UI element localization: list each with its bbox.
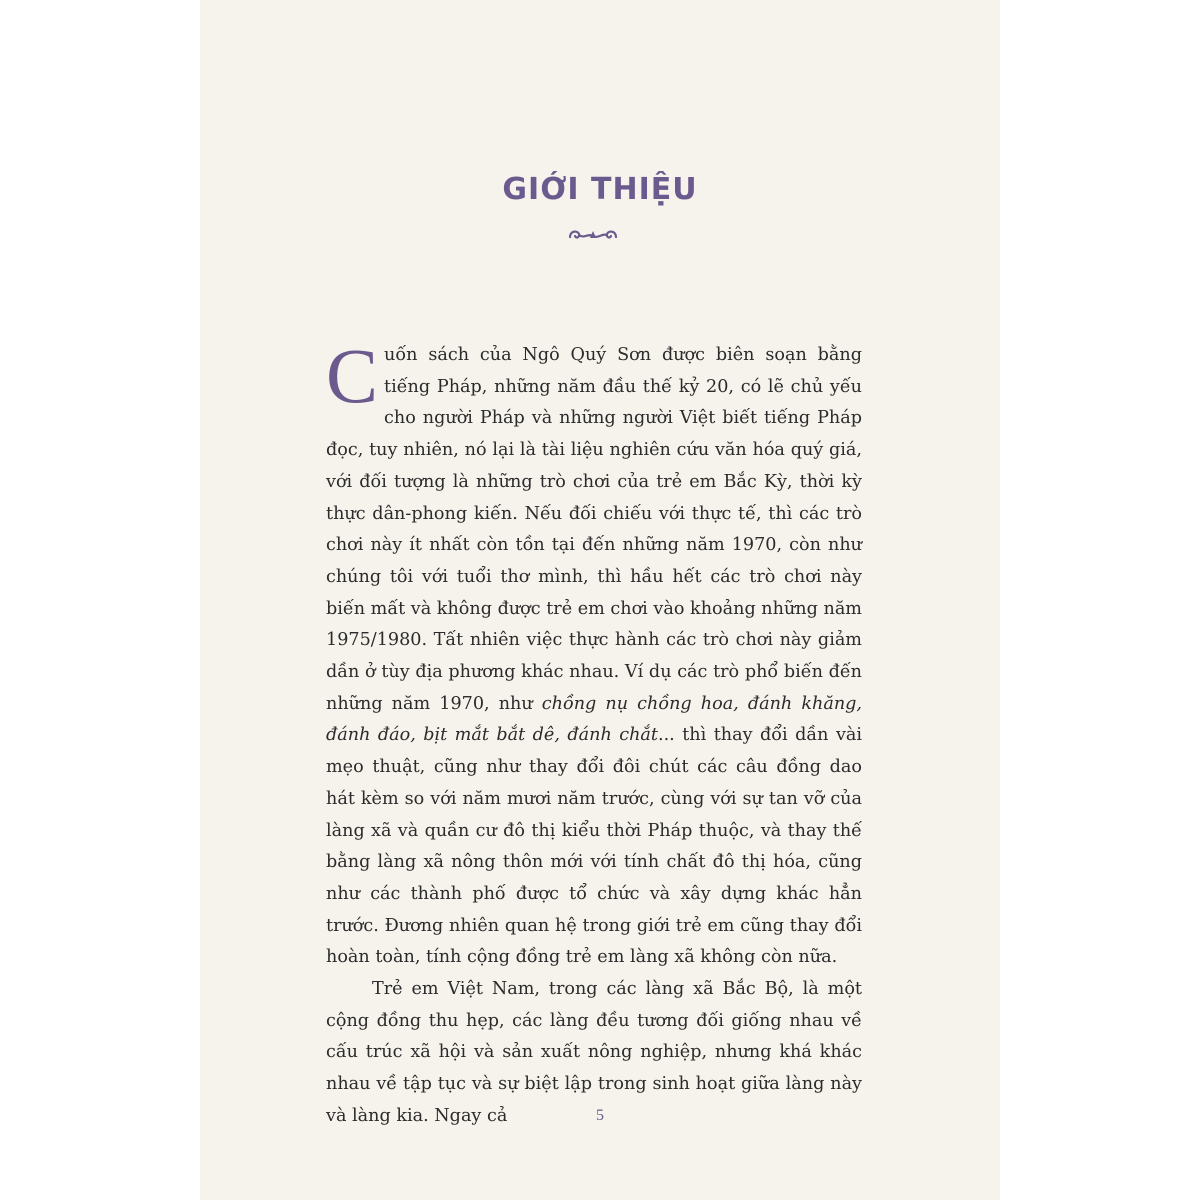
book-page bbox=[200, 0, 1000, 1200]
body-text bbox=[326, 332, 863, 1133]
drop-cap: C bbox=[326, 332, 379, 419]
paragraph-1-italic-games: chồng nụ chồng hoa, đánh khăng, đánh đáo, bịt mắt bắt dê, đánh chắt bbox=[326, 693, 863, 746]
paragraph-1-text-a: uốn sách của Ngô Quý Sơn được biên soạn bằng tiếng Pháp, những năm đầu thế kỷ 20, có lẽ chủ yếu cho người Pháp và những người Việt biết tiếng Pháp đọc, tuy nhiên, nó lại là tài liệu nghiên cứu văn hóa quý giá, với đối tượng là những trò chơi của trẻ em Bắc Kỳ, thời kỳ thực dân-phong kiến. Nếu đối chiếu với thực tế, thì các trò chơi này ít nhất còn tồn tại đến những năm 1970, còn như chúng tôi với tuổi thơ mình, thì hầu hết các trò chơi này biến mất và không được trẻ em chơi vào khoảng những năm 1975/1980. Tất nhiên việc thực hành các trò chơi này giảm dần ở tùy địa phương khác nhau. Ví dụ các trò phổ biến đến những năm 1970, như bbox=[326, 345, 862, 714]
page-number: 5 bbox=[596, 1107, 604, 1124]
paragraph-1-text-b: ... thì thay đổi dần vài mẹo thuật, cũng như thay đổi đôi chút các câu đồng dao hát kèm so với năm mươi năm trước, cùng với sự tan vỡ của làng xã và quần cư đô thị kiểu thời Pháp thuộc, và thay thế bằng làng xã nông thôn mới với tính chất đô thị hóa, cũng như các thành phố được tổ chức và xây dựng khác hẳn trước. Đương nhiên quan hệ trong giới trẻ em cũng thay đổi hoàn toàn, tính cộng đồng trẻ em làng xã không còn nữa. bbox=[326, 725, 862, 968]
scroll-flourish-icon bbox=[566, 226, 620, 246]
paragraph-1 bbox=[326, 332, 863, 974]
chapter-title: GIỚI THIỆU bbox=[502, 172, 698, 207]
paragraph-2: Trẻ em Việt Nam, trong các làng xã Bắc Bộ, là một cộng đồng thu hẹp, các làng đều tương đối giống nhau về cấu trúc xã hội và sản xuất nông nghiệp, nhưng khá khác nhau về tập tục và sự biệt lập trong sinh hoạt giữa làng này và làng kia. Ngay cả bbox=[326, 979, 862, 1126]
